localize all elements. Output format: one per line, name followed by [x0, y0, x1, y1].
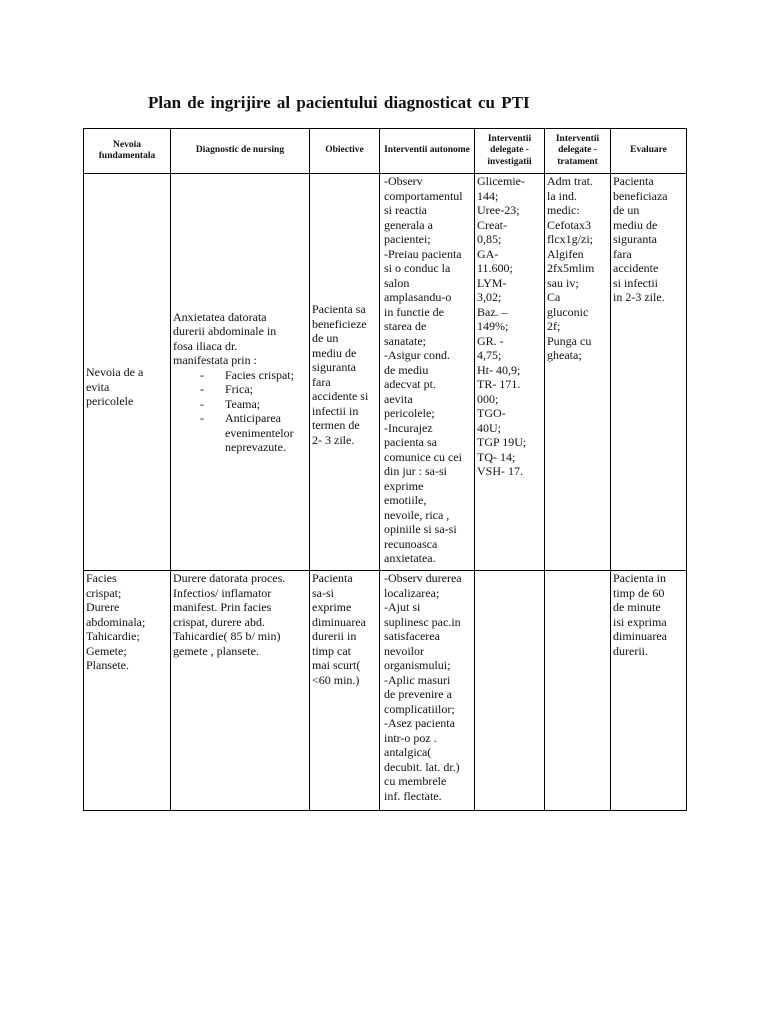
list-item: - Teama; — [173, 397, 307, 412]
cell-line: TQ- 14; — [477, 449, 516, 464]
cell-line: Plansete. — [86, 658, 129, 672]
cell-line: accidente si — [312, 389, 369, 403]
cell-line: aevita — [384, 391, 413, 406]
cell-line: exprime — [312, 600, 352, 614]
cell-investigatii — [475, 571, 545, 811]
cell-line: cu membrele — [384, 774, 447, 788]
cell-line: -Ajut si — [384, 600, 421, 614]
cell-line: -Asigur cond. — [384, 348, 450, 362]
cell-line: infectii in — [312, 403, 359, 418]
cell-line: flcx1g/zi; — [547, 232, 593, 246]
cell-line: pacientei; — [384, 232, 431, 246]
cell-line: 149%; — [477, 319, 509, 333]
cell-line: timp cat — [312, 643, 351, 658]
cell-line: fosa iliaca dr. — [173, 338, 238, 353]
cell-line: sa-si — [312, 585, 334, 600]
cell-obiective — [310, 174, 380, 571]
diagnostic-list — [173, 368, 307, 455]
cell-line: 2fx5mlim — [547, 261, 595, 275]
header-autonome: Interventii autonome — [380, 129, 475, 174]
cell-line: VSH- 17. — [477, 464, 524, 478]
cell-line: Algifen — [547, 246, 584, 261]
header-nevoia: Nevoia fundamentala — [84, 129, 171, 174]
cell-line: Tahicardie( 85 b/ min) — [173, 629, 281, 643]
cell-line: -Asez pacienta — [384, 716, 455, 730]
cell-line: si reactia — [384, 203, 427, 217]
cell-line: nevoilor — [384, 643, 424, 658]
diagnostic-intro — [173, 310, 307, 368]
cell-nevoia — [84, 174, 171, 571]
list-item: - Anticiparea evenimentelor neprevazute. — [173, 411, 307, 455]
list-item: - Frica; — [173, 382, 307, 397]
cell-line: anxietatea. — [384, 551, 436, 565]
cell-line: 4,75; — [477, 348, 502, 362]
cell-line: termen de — [312, 418, 360, 432]
cell-line: diminuarea — [613, 629, 667, 643]
cell-line: mai scurt( — [312, 658, 361, 672]
cell-line: Pacienta — [613, 174, 654, 188]
cell-line: localizarea; — [384, 585, 440, 600]
cell-line: mediu de — [312, 345, 357, 360]
cell-line: Pacienta in — [613, 571, 666, 585]
cell-line: suplinesc pac.in — [384, 614, 461, 629]
cell-evaluare — [611, 174, 687, 571]
cell-line: isi exprima — [613, 614, 667, 629]
cell-line: accidente — [613, 261, 659, 275]
cell-line: Nevoia de a — [86, 365, 144, 380]
cell-line: complicatiilor; — [384, 701, 455, 716]
cell-line: recunoasca — [384, 536, 438, 551]
cell-line: comportamentul — [384, 188, 463, 203]
cell-line: sanatate; — [384, 333, 426, 348]
cell-line: <60 min.) — [312, 672, 360, 687]
table-row — [84, 571, 687, 811]
cell-line: GA- — [477, 246, 499, 261]
cell-line: Ca — [547, 290, 561, 304]
cell-line: beneficiaza — [613, 188, 668, 203]
cell-tratament — [545, 571, 611, 811]
cell-line: Pacienta — [312, 571, 353, 585]
cell-line: in 2-3 zile. — [613, 290, 665, 304]
header-investigatii: Interventii delegate - investigatii — [475, 129, 545, 174]
cell-line: adecvat pt. — [384, 377, 436, 391]
cell-line: beneficieze — [312, 316, 367, 331]
cell-line: TGP 19U; — [477, 435, 527, 449]
cell-line: de mediu — [384, 362, 429, 377]
cell-line: diminuarea — [312, 614, 366, 629]
cell-line: de un — [312, 331, 339, 345]
cell-nevoia — [84, 571, 171, 811]
cell-line: si infectii — [613, 275, 658, 290]
cell-line: medic: — [547, 203, 580, 217]
cell-line: gheata; — [547, 348, 582, 362]
care-plan-table — [83, 128, 687, 811]
cell-line: 0,85; — [477, 232, 502, 246]
cell-line: si o conduc la — [384, 261, 451, 275]
cell-investigatii — [475, 174, 545, 571]
cell-line: manifest. Prin facies — [173, 600, 272, 614]
cell-line: 000; — [477, 391, 499, 406]
cell-line: in functie de — [384, 304, 444, 319]
cell-diagnostic — [171, 571, 310, 811]
cell-line: Durere — [86, 600, 120, 614]
cell-line: -Preiau pacienta — [384, 246, 462, 261]
cell-line: -Observ — [384, 174, 423, 188]
cell-line: manifestata prin : — [173, 353, 257, 367]
cell-line: comunice cu cei — [384, 449, 462, 464]
cell-line: gluconic — [547, 304, 589, 319]
cell-line: LYM- — [477, 275, 507, 290]
cell-tratament — [545, 174, 611, 571]
cell-line: gemete , plansete. — [173, 643, 259, 658]
cell-line: salon — [384, 275, 410, 290]
cell-line: Infectios/ inflamator — [173, 585, 272, 600]
page-title: Plan de ingrijire al pacientului diagnosticat cu PTI — [148, 93, 530, 112]
cell-line: starea de — [384, 319, 427, 333]
table-row — [84, 174, 687, 571]
cell-diagnostic — [171, 174, 310, 571]
cell-evaluare — [611, 571, 687, 811]
list-item: - Facies crispat; — [173, 368, 307, 383]
cell-line: exprime — [384, 478, 424, 493]
cell-obiective — [310, 571, 380, 811]
cell-line: -Incurajez — [384, 420, 433, 435]
cell-line: durerii. — [613, 643, 648, 658]
cell-line: generala a — [384, 217, 433, 232]
cell-line: TGO- — [477, 406, 506, 420]
cell-line: antalgica( — [384, 745, 432, 759]
cell-line: 2- 3 zile. — [312, 432, 355, 447]
cell-line: Durere datorata proces. — [173, 571, 286, 585]
cell-line: timp de 60 — [613, 585, 665, 600]
table-header-row — [84, 129, 687, 174]
cell-line: Anxietatea datorata — [173, 309, 267, 324]
cell-line: Pacienta sa — [312, 302, 366, 316]
cell-line: Creat- — [477, 217, 507, 232]
header-evaluare: Evaluare — [611, 129, 687, 174]
cell-line: emotiile, — [384, 493, 427, 507]
cell-line: amplasandu-o — [384, 290, 452, 304]
cell-line: -Aplic masuri — [384, 672, 451, 687]
cell-line: durerii abdominale in — [173, 324, 277, 338]
cell-line: siguranta — [312, 360, 356, 374]
cell-line: fara — [312, 374, 331, 389]
cell-line: Glicemie- — [477, 174, 525, 188]
cell-line: nevoile, rica , — [384, 507, 450, 522]
cell-line: crispat; — [86, 585, 122, 600]
cell-line: GR. - — [477, 333, 504, 348]
cell-line: pericolele — [86, 394, 134, 409]
cell-line: evita — [86, 379, 110, 394]
cell-line: din jur : sa-si — [384, 464, 447, 478]
cell-line: opiniile si sa-si — [384, 522, 457, 536]
cell-line: 2f; — [547, 319, 561, 333]
cell-line: pacienta sa — [384, 435, 437, 449]
cell-line: Punga cu — [547, 333, 592, 348]
cell-line: mediu de — [613, 217, 658, 232]
header-obiective: Obiective — [310, 129, 380, 174]
cell-line: 3,02; — [477, 290, 502, 304]
cell-line: crispat, durere abd. — [173, 614, 265, 629]
cell-line: pericolele; — [384, 406, 435, 420]
cell-line: Uree-23; — [477, 203, 520, 217]
cell-line: de un — [613, 203, 640, 217]
cell-line: fara — [613, 246, 632, 261]
cell-line: intr-o poz . — [384, 730, 437, 745]
cell-line: 144; — [477, 188, 499, 203]
cell-line: inf. flectate. — [384, 788, 442, 803]
cell-line: 11.600; — [477, 261, 513, 275]
cell-line: decubit. lat. dr.) — [384, 759, 460, 774]
cell-line: Baz. – — [477, 304, 508, 319]
cell-line: Cefotax3 — [547, 217, 591, 232]
cell-line: -Observ durerea — [384, 571, 462, 585]
cell-line: TR- 171. — [477, 377, 521, 391]
cell-autonome — [380, 174, 475, 571]
cell-line: Adm trat. — [547, 174, 593, 188]
cell-line: durerii in — [312, 629, 357, 643]
cell-line: de prevenire a — [384, 687, 452, 701]
cell-line: Ht- 40,9; — [477, 362, 521, 377]
cell-line: Facies — [86, 571, 117, 585]
cell-line: Tahicardie; — [86, 629, 140, 643]
cell-line: la ind. — [547, 188, 577, 203]
cell-line: organismului; — [384, 658, 451, 672]
header-tratament: Interventii delegate - tratament — [545, 129, 611, 174]
cell-line: de minute — [613, 600, 661, 614]
cell-line: abdominala; — [86, 614, 146, 629]
cell-line: Gemete; — [86, 643, 127, 658]
cell-line: siguranta — [613, 232, 657, 246]
cell-autonome — [380, 571, 475, 811]
cell-line: 40U; — [477, 420, 501, 435]
cell-line: sau iv; — [547, 275, 579, 290]
header-diagnostic: Diagnostic de nursing — [171, 129, 310, 174]
cell-line: satisfacerea — [384, 629, 440, 643]
